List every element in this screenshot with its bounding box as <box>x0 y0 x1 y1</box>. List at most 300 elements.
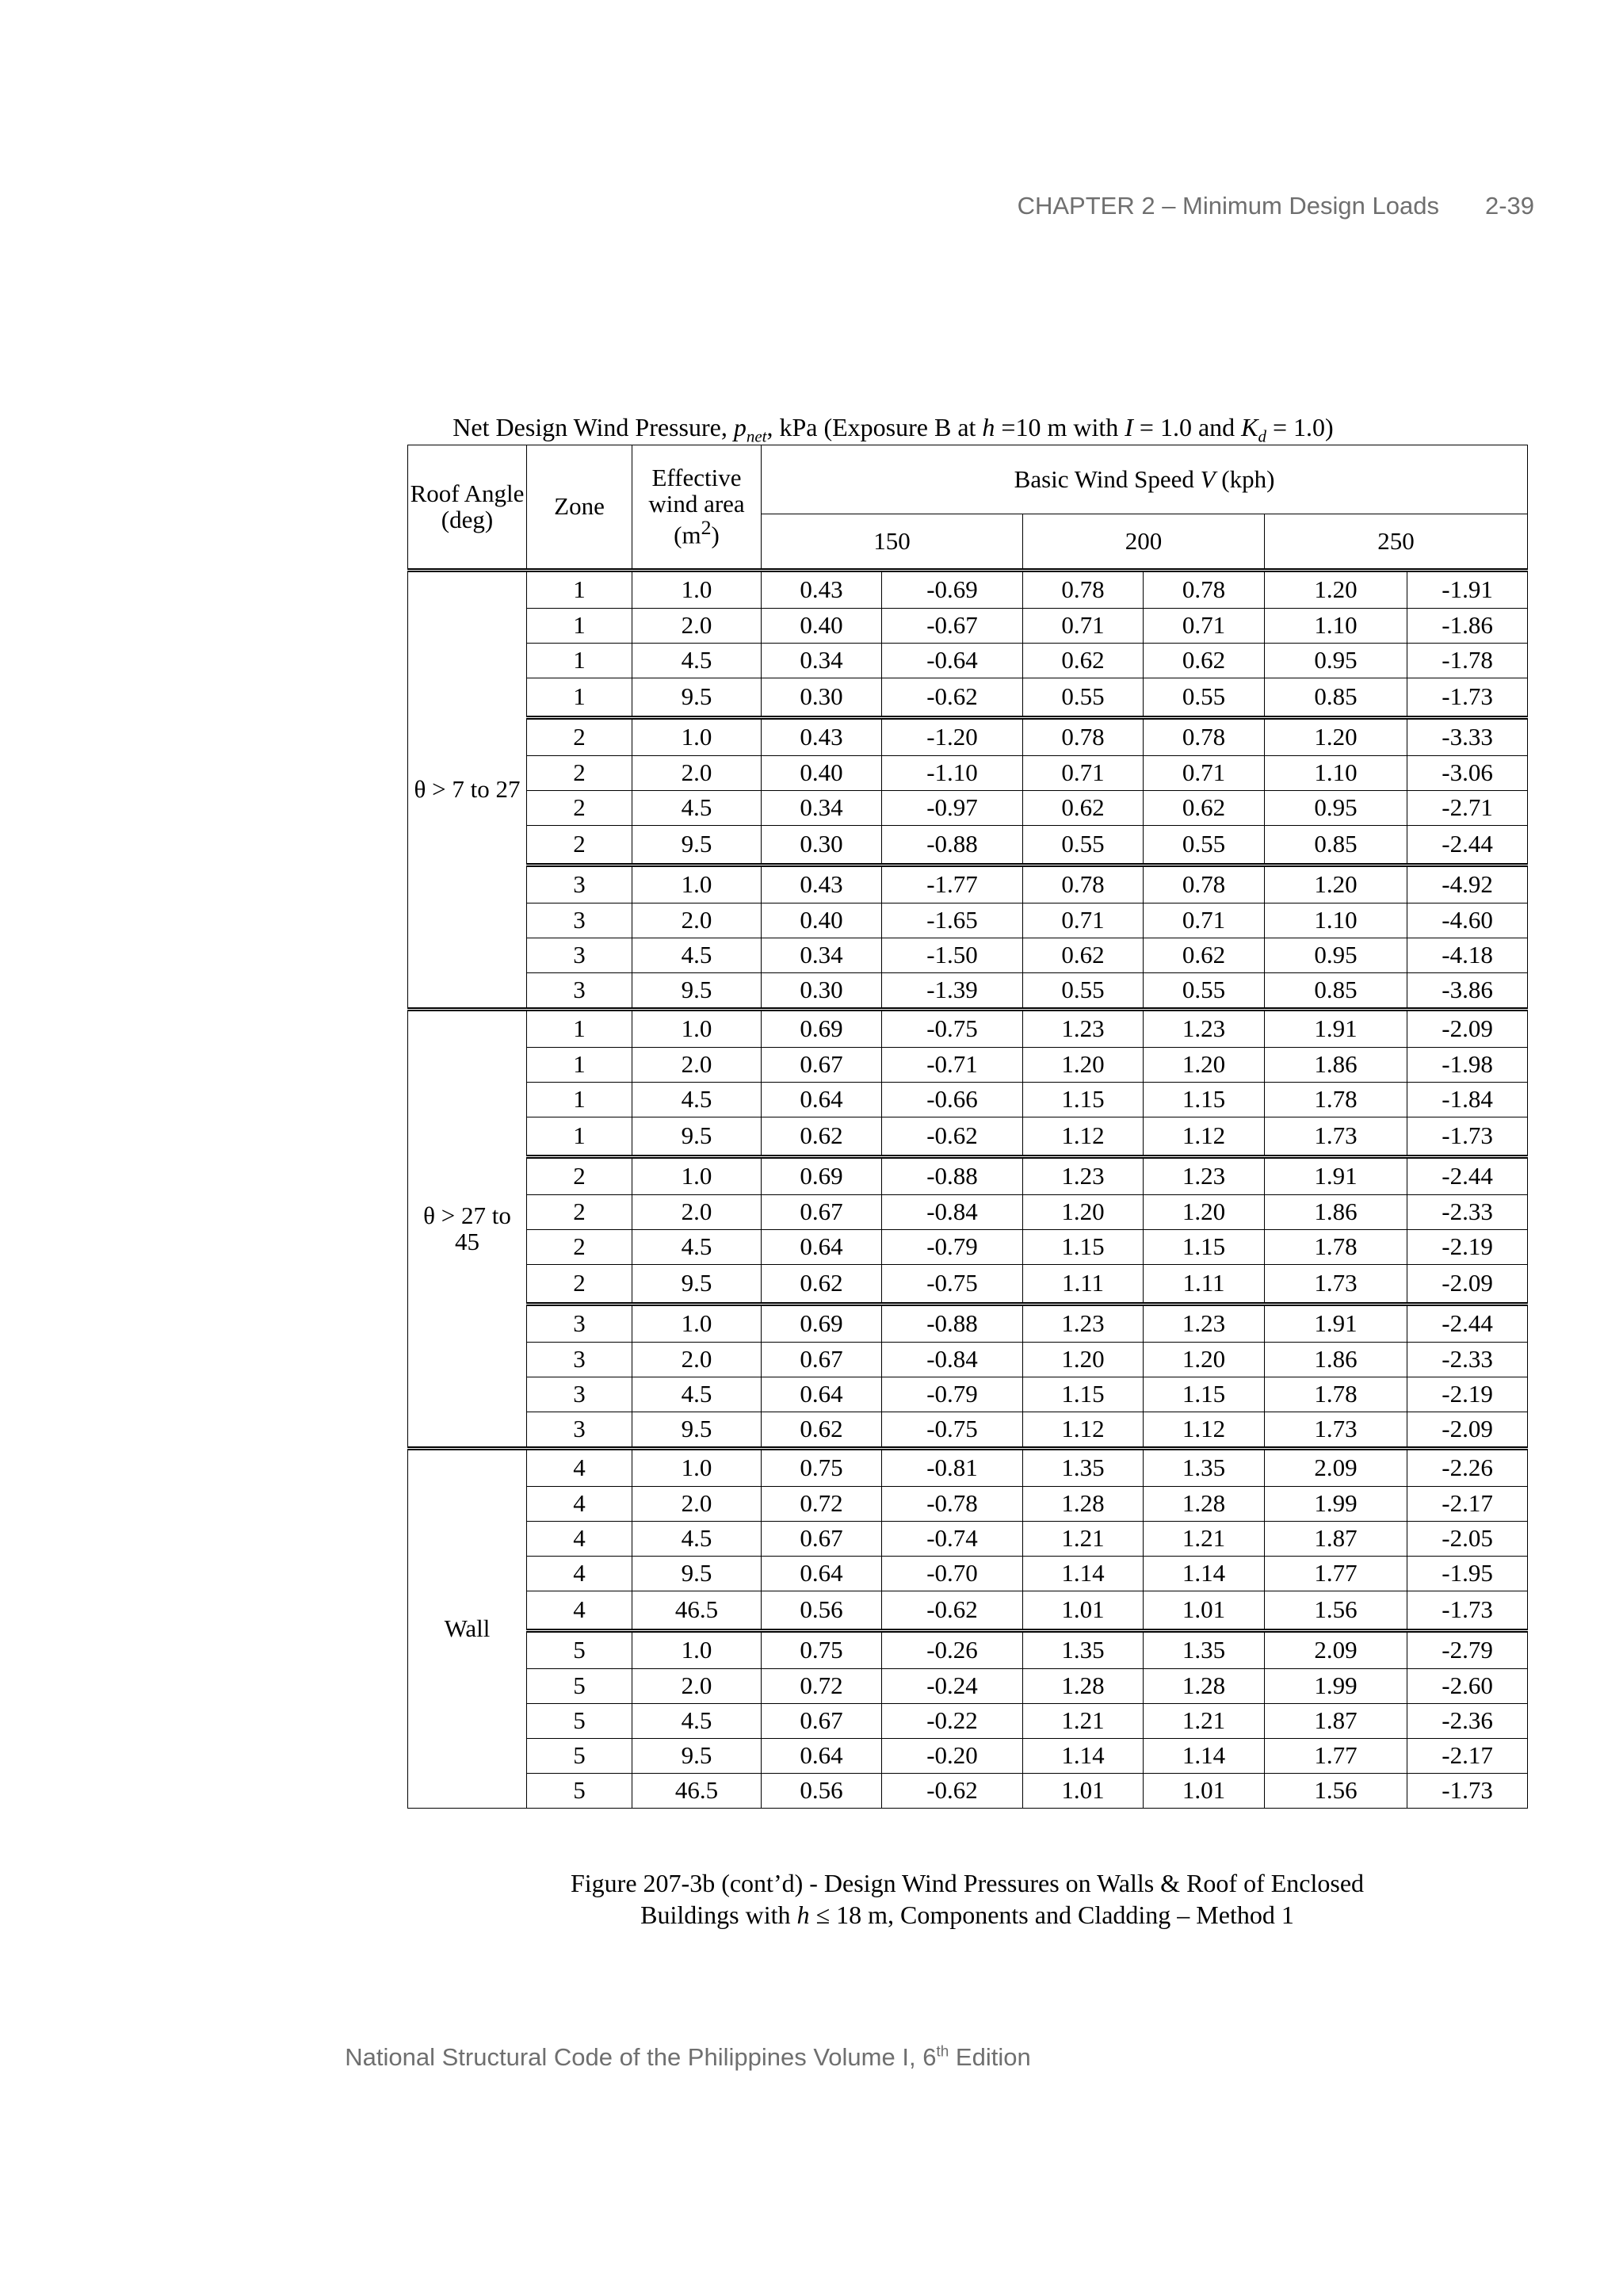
pressure-cell: 1.12 <box>1023 1412 1144 1449</box>
area-cell: 9.5 <box>632 1412 762 1449</box>
pressure-cell: 0.34 <box>762 644 882 678</box>
table-row <box>408 1591 1528 1631</box>
chapter-title: CHAPTER 2 – Minimum Design Loads <box>1017 192 1439 220</box>
pressure-cell: -2.71 <box>1407 791 1528 826</box>
table-row <box>408 1230 1528 1265</box>
pressure-cell: 0.62 <box>1023 791 1144 826</box>
area-cell: 4.5 <box>632 938 762 973</box>
pressure-cell: 1.35 <box>1144 1631 1265 1669</box>
area-cell: 1.0 <box>632 1631 762 1669</box>
table-row <box>408 1449 1528 1487</box>
roof-angle-cell: θ > 27 to 45 <box>408 1010 527 1449</box>
area-cell: 4.5 <box>632 1377 762 1412</box>
pressure-cell: 1.23 <box>1144 1305 1265 1343</box>
pressure-cell: -1.95 <box>1407 1557 1528 1591</box>
area-cell: 9.5 <box>632 973 762 1010</box>
pressure-cell: -1.10 <box>882 756 1023 791</box>
pressure-cell: 1.14 <box>1023 1739 1144 1774</box>
pressure-cell: -0.62 <box>882 1117 1023 1157</box>
pressure-cell: -0.75 <box>882 1412 1023 1449</box>
page-number: 2-39 <box>1484 192 1534 220</box>
pressure-cell: 1.01 <box>1144 1774 1265 1809</box>
pressure-cell: 1.56 <box>1265 1591 1407 1631</box>
pressure-cell: 0.67 <box>762 1343 882 1377</box>
area-cell: 46.5 <box>632 1591 762 1631</box>
pressure-cell: -2.19 <box>1407 1377 1528 1412</box>
pressure-cell: 0.95 <box>1265 791 1407 826</box>
pressure-cell: 0.43 <box>762 571 882 609</box>
zone-cell: 4 <box>527 1591 632 1631</box>
pressure-cell: 1.10 <box>1265 609 1407 644</box>
pressure-cell: -1.73 <box>1407 1591 1528 1631</box>
pressure-cell: 1.21 <box>1023 1704 1144 1739</box>
pressure-cell: 1.78 <box>1265 1230 1407 1265</box>
table-row <box>408 571 1528 609</box>
pressure-cell: -4.92 <box>1407 865 1528 904</box>
pressure-cell: 1.15 <box>1144 1377 1265 1412</box>
zone-cell: 3 <box>527 1377 632 1412</box>
zone-cell: 4 <box>527 1557 632 1591</box>
zone-cell: 2 <box>527 718 632 756</box>
table-caption: Net Design Wind Pressure, $p_{net}$, kPa (Exposure B at h =10 m with I = 1.0 and $K_d = 1.0$) <box>453 413 1334 446</box>
pressure-cell: -0.79 <box>882 1230 1023 1265</box>
pressure-cell: -1.86 <box>1407 609 1528 644</box>
zone-cell: 2 <box>527 1195 632 1230</box>
zone-cell: 3 <box>527 1412 632 1449</box>
pressure-cell: 1.35 <box>1023 1631 1144 1669</box>
pressure-cell: 1.35 <box>1023 1449 1144 1487</box>
pressure-cell: 1.21 <box>1023 1522 1144 1557</box>
zone-cell: 1 <box>527 571 632 609</box>
table-row <box>408 1774 1528 1809</box>
pressure-cell: 0.67 <box>762 1704 882 1739</box>
header-speed-150: 150 <box>762 514 1023 571</box>
zone-cell: 3 <box>527 1343 632 1377</box>
header-zone: Zone <box>527 445 632 571</box>
pressure-cell: -2.26 <box>1407 1449 1528 1487</box>
zone-cell: 5 <box>527 1739 632 1774</box>
pressure-cell: 1.23 <box>1144 1010 1265 1048</box>
pressure-cell: 1.73 <box>1265 1412 1407 1449</box>
pressure-cell: -2.33 <box>1407 1195 1528 1230</box>
pressure-cell: 0.55 <box>1144 826 1265 865</box>
pressure-cell: 1.11 <box>1023 1265 1144 1305</box>
table-row <box>408 1739 1528 1774</box>
area-cell: 2.0 <box>632 1487 762 1522</box>
pressure-cell: 0.69 <box>762 1305 882 1343</box>
wind-pressure-table <box>407 445 1528 1809</box>
pressure-cell: 0.69 <box>762 1010 882 1048</box>
pressure-cell: 1.14 <box>1144 1557 1265 1591</box>
pressure-cell: 1.01 <box>1023 1774 1144 1809</box>
area-cell: 4.5 <box>632 644 762 678</box>
area-cell: 9.5 <box>632 1739 762 1774</box>
area-cell: 1.0 <box>632 1010 762 1048</box>
zone-cell: 5 <box>527 1704 632 1739</box>
pressure-cell: 0.62 <box>762 1265 882 1305</box>
area-cell: 2.0 <box>632 609 762 644</box>
pressure-cell: -1.78 <box>1407 644 1528 678</box>
table-row <box>408 1631 1528 1669</box>
table-row <box>408 1048 1528 1083</box>
pressure-cell: 1.20 <box>1023 1048 1144 1083</box>
area-cell: 9.5 <box>632 1265 762 1305</box>
pressure-cell: -1.84 <box>1407 1083 1528 1117</box>
pressure-cell: 1.73 <box>1265 1265 1407 1305</box>
pressure-cell: -0.74 <box>882 1522 1023 1557</box>
pressure-cell: 1.23 <box>1023 1157 1144 1195</box>
table-row <box>408 718 1528 756</box>
pressure-cell: -0.97 <box>882 791 1023 826</box>
zone-cell: 1 <box>527 1083 632 1117</box>
pressure-cell: -2.19 <box>1407 1230 1528 1265</box>
pressure-cell: -1.73 <box>1407 678 1528 718</box>
pressure-cell: -0.75 <box>882 1010 1023 1048</box>
pressure-cell: 1.20 <box>1265 718 1407 756</box>
pressure-cell: 1.01 <box>1144 1591 1265 1631</box>
pressure-cell: 1.86 <box>1265 1048 1407 1083</box>
pressure-cell: 0.72 <box>762 1669 882 1704</box>
pressure-cell: 0.67 <box>762 1195 882 1230</box>
pressure-cell: -0.62 <box>882 1591 1023 1631</box>
zone-cell: 3 <box>527 973 632 1010</box>
pressure-cell: 0.62 <box>1144 644 1265 678</box>
area-cell: 1.0 <box>632 865 762 904</box>
pressure-cell: 0.71 <box>1023 609 1144 644</box>
pressure-cell: 1.86 <box>1265 1195 1407 1230</box>
pressure-cell: -0.20 <box>882 1739 1023 1774</box>
pressure-cell: 1.12 <box>1023 1117 1144 1157</box>
pressure-cell: 1.87 <box>1265 1704 1407 1739</box>
pressure-cell: 0.78 <box>1144 571 1265 609</box>
pressure-cell: -2.09 <box>1407 1010 1528 1048</box>
pressure-cell: -0.84 <box>882 1343 1023 1377</box>
pressure-cell: -2.44 <box>1407 1157 1528 1195</box>
zone-cell: 4 <box>527 1487 632 1522</box>
pressure-cell: -1.98 <box>1407 1048 1528 1083</box>
pressure-cell: 1.01 <box>1023 1591 1144 1631</box>
pressure-cell: 1.28 <box>1023 1669 1144 1704</box>
pressure-cell: -2.17 <box>1407 1739 1528 1774</box>
pressure-cell: -2.05 <box>1407 1522 1528 1557</box>
area-cell: 1.0 <box>632 1449 762 1487</box>
pressure-cell: -4.60 <box>1407 904 1528 938</box>
table-row <box>408 1265 1528 1305</box>
pressure-cell: 0.75 <box>762 1631 882 1669</box>
pressure-cell: 0.55 <box>1144 678 1265 718</box>
pressure-cell: 0.85 <box>1265 826 1407 865</box>
area-cell: 4.5 <box>632 791 762 826</box>
zone-cell: 1 <box>527 644 632 678</box>
header-speed-250: 250 <box>1265 514 1528 571</box>
table-row <box>408 1487 1528 1522</box>
pressure-cell: -0.88 <box>882 826 1023 865</box>
table-row <box>408 756 1528 791</box>
table-row <box>408 1377 1528 1412</box>
pressure-cell: -0.70 <box>882 1557 1023 1591</box>
zone-cell: 2 <box>527 1230 632 1265</box>
pressure-cell: -2.36 <box>1407 1704 1528 1739</box>
pressure-cell: 1.15 <box>1023 1083 1144 1117</box>
pressure-cell: 1.20 <box>1023 1343 1144 1377</box>
area-cell: 2.0 <box>632 1048 762 1083</box>
area-cell: 9.5 <box>632 1557 762 1591</box>
zone-cell: 4 <box>527 1522 632 1557</box>
pressure-cell: -4.18 <box>1407 938 1528 973</box>
pressure-cell: 2.09 <box>1265 1631 1407 1669</box>
zone-cell: 4 <box>527 1449 632 1487</box>
pressure-cell: 0.78 <box>1023 865 1144 904</box>
pressure-cell: 1.99 <box>1265 1669 1407 1704</box>
area-cell: 1.0 <box>632 1157 762 1195</box>
table-row <box>408 973 1528 1010</box>
pressure-cell: -0.81 <box>882 1449 1023 1487</box>
header-roof-angle: Roof Angle (deg) <box>408 445 527 571</box>
pressure-cell: 0.67 <box>762 1522 882 1557</box>
pressure-cell: -0.62 <box>882 678 1023 718</box>
page-footer: National Structural Code of the Philippines Volume I, 6th Edition <box>345 2043 1031 2071</box>
pressure-cell: 1.15 <box>1023 1377 1144 1412</box>
pressure-cell: 0.95 <box>1265 644 1407 678</box>
zone-cell: 5 <box>527 1631 632 1669</box>
table-row <box>408 1157 1528 1195</box>
area-cell: 2.0 <box>632 1669 762 1704</box>
area-cell: 9.5 <box>632 1117 762 1157</box>
pressure-cell: -0.26 <box>882 1631 1023 1669</box>
pressure-cell: -0.71 <box>882 1048 1023 1083</box>
table-row <box>408 1305 1528 1343</box>
zone-cell: 1 <box>527 1010 632 1048</box>
zone-cell: 2 <box>527 826 632 865</box>
pressure-cell: 1.91 <box>1265 1157 1407 1195</box>
pressure-cell: 0.43 <box>762 718 882 756</box>
pressure-cell: 0.71 <box>1144 609 1265 644</box>
pressure-cell: 1.28 <box>1144 1487 1265 1522</box>
table-row <box>408 1343 1528 1377</box>
table-row <box>408 904 1528 938</box>
pressure-cell: 0.30 <box>762 973 882 1010</box>
pressure-cell: 1.35 <box>1144 1449 1265 1487</box>
pressure-cell: 1.91 <box>1265 1010 1407 1048</box>
pressure-cell: -3.86 <box>1407 973 1528 1010</box>
table-row <box>408 938 1528 973</box>
pressure-cell: 1.12 <box>1144 1117 1265 1157</box>
pressure-cell: 1.87 <box>1265 1522 1407 1557</box>
pressure-cell: 0.78 <box>1144 865 1265 904</box>
pressure-cell: 0.62 <box>1023 938 1144 973</box>
pressure-cell: -1.91 <box>1407 571 1528 609</box>
figure-caption: Figure 207-3b (cont’d) - Design Wind Pressures on Walls & Roof of Enclosed Buildings with h ≤ 18 m, Components and Cladding – Method 1 <box>570 1869 1365 1929</box>
pressure-cell: 0.30 <box>762 826 882 865</box>
pressure-cell: 0.71 <box>1144 756 1265 791</box>
pressure-cell: 1.20 <box>1265 865 1407 904</box>
pressure-cell: 0.71 <box>1023 904 1144 938</box>
pressure-cell: 0.69 <box>762 1157 882 1195</box>
pressure-cell: -3.33 <box>1407 718 1528 756</box>
pressure-cell: 0.34 <box>762 938 882 973</box>
pressure-cell: 1.15 <box>1144 1083 1265 1117</box>
pressure-cell: -3.06 <box>1407 756 1528 791</box>
zone-cell: 1 <box>527 1117 632 1157</box>
pressure-cell: -0.84 <box>882 1195 1023 1230</box>
pressure-cell: -0.66 <box>882 1083 1023 1117</box>
pressure-cell: 0.55 <box>1023 973 1144 1010</box>
zone-cell: 2 <box>527 1265 632 1305</box>
table-row <box>408 1669 1528 1704</box>
pressure-cell: -2.60 <box>1407 1669 1528 1704</box>
area-cell: 2.0 <box>632 904 762 938</box>
pressure-cell: 0.62 <box>1144 791 1265 826</box>
pressure-cell: 0.67 <box>762 1048 882 1083</box>
table-row <box>408 1412 1528 1449</box>
pressure-cell: 1.77 <box>1265 1557 1407 1591</box>
pressure-cell: 0.64 <box>762 1083 882 1117</box>
pressure-cell: 1.15 <box>1144 1230 1265 1265</box>
pressure-cell: -2.44 <box>1407 1305 1528 1343</box>
area-cell: 46.5 <box>632 1774 762 1809</box>
pressure-cell: 0.56 <box>762 1591 882 1631</box>
table-row <box>408 1522 1528 1557</box>
pressure-cell: -1.65 <box>882 904 1023 938</box>
pressure-cell: 0.62 <box>762 1412 882 1449</box>
zone-cell: 1 <box>527 609 632 644</box>
pressure-cell: 0.43 <box>762 865 882 904</box>
pressure-cell: -2.33 <box>1407 1343 1528 1377</box>
pressure-cell: 1.28 <box>1144 1669 1265 1704</box>
zone-cell: 1 <box>527 678 632 718</box>
pressure-cell: -0.62 <box>882 1774 1023 1809</box>
pressure-cell: 0.75 <box>762 1449 882 1487</box>
pressure-cell: 1.14 <box>1144 1739 1265 1774</box>
pressure-cell: 0.40 <box>762 609 882 644</box>
pressure-cell: 0.85 <box>1265 678 1407 718</box>
area-cell: 1.0 <box>632 571 762 609</box>
pressure-cell: 0.30 <box>762 678 882 718</box>
table-row <box>408 1083 1528 1117</box>
pressure-cell: 1.14 <box>1023 1557 1144 1591</box>
pressure-cell: 0.64 <box>762 1230 882 1265</box>
pressure-cell: -2.09 <box>1407 1265 1528 1305</box>
header-speed-200: 200 <box>1023 514 1265 571</box>
table-row <box>408 1117 1528 1157</box>
zone-cell: 1 <box>527 1048 632 1083</box>
pressure-cell: 1.20 <box>1144 1195 1265 1230</box>
pressure-cell: 1.78 <box>1265 1083 1407 1117</box>
pressure-cell: 1.10 <box>1265 756 1407 791</box>
pressure-cell: 0.55 <box>1144 973 1265 1010</box>
pressure-cell: 0.72 <box>762 1487 882 1522</box>
pressure-cell: 1.28 <box>1023 1487 1144 1522</box>
pressure-cell: 1.11 <box>1144 1265 1265 1305</box>
pressure-cell: 1.20 <box>1023 1195 1144 1230</box>
pressure-cell: 0.64 <box>762 1377 882 1412</box>
pressure-cell: 0.71 <box>1023 756 1144 791</box>
zone-cell: 5 <box>527 1669 632 1704</box>
zone-cell: 3 <box>527 1305 632 1343</box>
table-row <box>408 1704 1528 1739</box>
area-cell: 2.0 <box>632 1343 762 1377</box>
pressure-cell: 1.21 <box>1144 1704 1265 1739</box>
zone-cell: 3 <box>527 865 632 904</box>
table-row <box>408 865 1528 904</box>
pressure-cell: 0.34 <box>762 791 882 826</box>
header-basic-wind-speed: Basic Wind Speed V (kph) <box>762 445 1528 514</box>
pressure-cell: 0.62 <box>1023 644 1144 678</box>
table-row <box>408 609 1528 644</box>
pressure-cell: 1.91 <box>1265 1305 1407 1343</box>
pressure-cell: 1.20 <box>1144 1048 1265 1083</box>
pressure-cell: 1.21 <box>1144 1522 1265 1557</box>
area-cell: 2.0 <box>632 756 762 791</box>
table-row <box>408 678 1528 718</box>
pressure-cell: 1.15 <box>1023 1230 1144 1265</box>
pressure-cell: 0.71 <box>1144 904 1265 938</box>
pressure-cell: 0.55 <box>1023 678 1144 718</box>
pressure-cell: -0.69 <box>882 571 1023 609</box>
pressure-cell: -2.09 <box>1407 1412 1528 1449</box>
area-cell: 4.5 <box>632 1083 762 1117</box>
area-cell: 4.5 <box>632 1230 762 1265</box>
roof-angle-cell: θ > 7 to 27 <box>408 571 527 1010</box>
pressure-cell: 1.77 <box>1265 1739 1407 1774</box>
pressure-cell: 1.23 <box>1023 1010 1144 1048</box>
area-cell: 4.5 <box>632 1704 762 1739</box>
zone-cell: 3 <box>527 904 632 938</box>
pressure-cell: 1.12 <box>1144 1412 1265 1449</box>
table-row <box>408 826 1528 865</box>
pressure-cell: -1.77 <box>882 865 1023 904</box>
pressure-cell: 1.20 <box>1144 1343 1265 1377</box>
pressure-cell: -1.39 <box>882 973 1023 1010</box>
table-row <box>408 644 1528 678</box>
pressure-cell: 0.64 <box>762 1739 882 1774</box>
pressure-cell: -1.50 <box>882 938 1023 973</box>
pressure-cell: 0.64 <box>762 1557 882 1591</box>
pressure-cell: 1.99 <box>1265 1487 1407 1522</box>
pressure-cell: -1.20 <box>882 718 1023 756</box>
table-row <box>408 1010 1528 1048</box>
pressure-cell: 1.56 <box>1265 1774 1407 1809</box>
pressure-cell: 1.20 <box>1265 571 1407 609</box>
pressure-cell: 0.56 <box>762 1774 882 1809</box>
pressure-cell: 1.23 <box>1023 1305 1144 1343</box>
zone-cell: 2 <box>527 791 632 826</box>
pressure-cell: -0.88 <box>882 1157 1023 1195</box>
pressure-cell: 0.78 <box>1144 718 1265 756</box>
area-cell: 4.5 <box>632 1522 762 1557</box>
pressure-cell: 1.10 <box>1265 904 1407 938</box>
pressure-cell: 0.40 <box>762 756 882 791</box>
area-cell: 9.5 <box>632 678 762 718</box>
table-row <box>408 791 1528 826</box>
table-body <box>408 571 1528 1809</box>
zone-cell: 2 <box>527 1157 632 1195</box>
pressure-cell: 2.09 <box>1265 1449 1407 1487</box>
roof-angle-cell: Wall <box>408 1449 527 1809</box>
pressure-cell: -0.22 <box>882 1704 1023 1739</box>
area-cell: 1.0 <box>632 718 762 756</box>
pressure-cell: 0.78 <box>1023 571 1144 609</box>
pressure-cell: -1.73 <box>1407 1774 1528 1809</box>
table-row <box>408 1195 1528 1230</box>
pressure-cell: 1.73 <box>1265 1117 1407 1157</box>
pressure-cell: 0.78 <box>1023 718 1144 756</box>
pressure-cell: -2.17 <box>1407 1487 1528 1522</box>
pressure-cell: 0.55 <box>1023 826 1144 865</box>
pressure-cell: -0.88 <box>882 1305 1023 1343</box>
pressure-cell: -0.64 <box>882 644 1023 678</box>
pressure-cell: 0.62 <box>1144 938 1265 973</box>
